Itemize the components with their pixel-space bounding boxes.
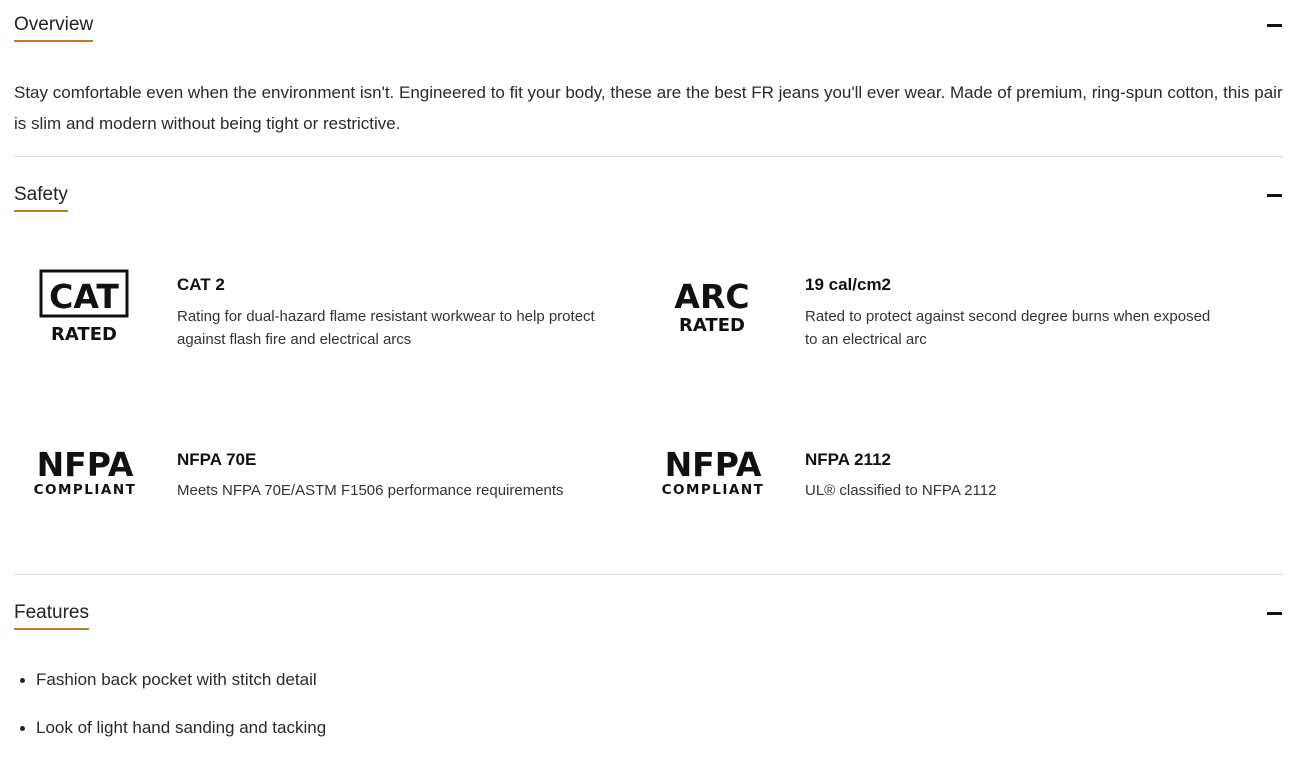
features-title: Features: [14, 600, 89, 630]
cat-rated-icon: [14, 266, 154, 356]
safety-item-title: NFPA 70E: [177, 450, 257, 469]
minus-icon: [1267, 194, 1282, 197]
badge-cat-text: CAT: [49, 277, 119, 316]
badge-rated-text: RATED: [51, 324, 117, 345]
safety-item-cat: [14, 266, 634, 366]
overview-text: Stay comfortable even when the environment isn't. Engineered to fit your body, these are the best FR jeans you'll ever wear. Made of premium, ring-spun cotton, this pair is slim and modern without being tight or restrictive.: [14, 83, 1283, 133]
safety-item-description: UL® classified to NFPA 2112: [805, 482, 997, 499]
badge-nfpa-text: NFPA: [664, 445, 762, 484]
overview-collapse-button[interactable]: [1264, 18, 1284, 32]
nfpa-compliant-icon: [14, 441, 154, 531]
safety-item-arc: [642, 266, 1262, 366]
divider: [14, 156, 1284, 157]
safety-item-title: 19 cal/cm2: [805, 275, 892, 294]
minus-icon: [1267, 612, 1282, 615]
safety-section-header[interactable]: [14, 182, 1284, 222]
badge-compliant-text: COMPLIANT: [33, 482, 137, 498]
badge-arc-text: ARC: [674, 277, 750, 316]
safety-item-nfpa-2112: [642, 441, 1262, 541]
feature-text: Fashion back pocket with stitch detail: [36, 670, 317, 689]
features-collapse-button[interactable]: [1264, 606, 1284, 620]
safety-item-description: Meets NFPA 70E/ASTM F1506 performance requirements: [177, 482, 564, 499]
safety-collapse-button[interactable]: [1264, 188, 1284, 202]
safety-item-title: NFPA 2112: [805, 450, 891, 469]
overview-section-header[interactable]: [14, 12, 1284, 52]
divider: [14, 574, 1284, 575]
safety-item-title: CAT 2: [177, 275, 225, 294]
safety-item-nfpa-70e: [14, 441, 634, 541]
badge-compliant-text: COMPLIANT: [661, 482, 765, 498]
nfpa-compliant-icon: [642, 441, 782, 531]
minus-icon: [1267, 24, 1282, 27]
list-item: [14, 664, 1284, 712]
bullet-icon: [20, 726, 25, 731]
features-list: [14, 664, 1284, 760]
badge-nfpa-text: NFPA: [36, 445, 134, 484]
bullet-icon: [20, 678, 25, 683]
overview-title: Overview: [14, 12, 93, 42]
arc-rated-icon: [642, 266, 782, 356]
badge-rated-text: RATED: [679, 315, 745, 336]
safety-title: Safety: [14, 182, 68, 212]
feature-text: Look of light hand sanding and tacking: [36, 718, 327, 737]
safety-item-description: Rating for dual-hazard flame resistant workwear to help protect against flash fire and electrical arcs: [177, 308, 595, 348]
list-item: [14, 712, 1284, 760]
safety-item-description: Rated to protect against second degree burns when exposed to an electrical arc: [805, 308, 1211, 348]
features-section-header[interactable]: [14, 600, 1284, 640]
